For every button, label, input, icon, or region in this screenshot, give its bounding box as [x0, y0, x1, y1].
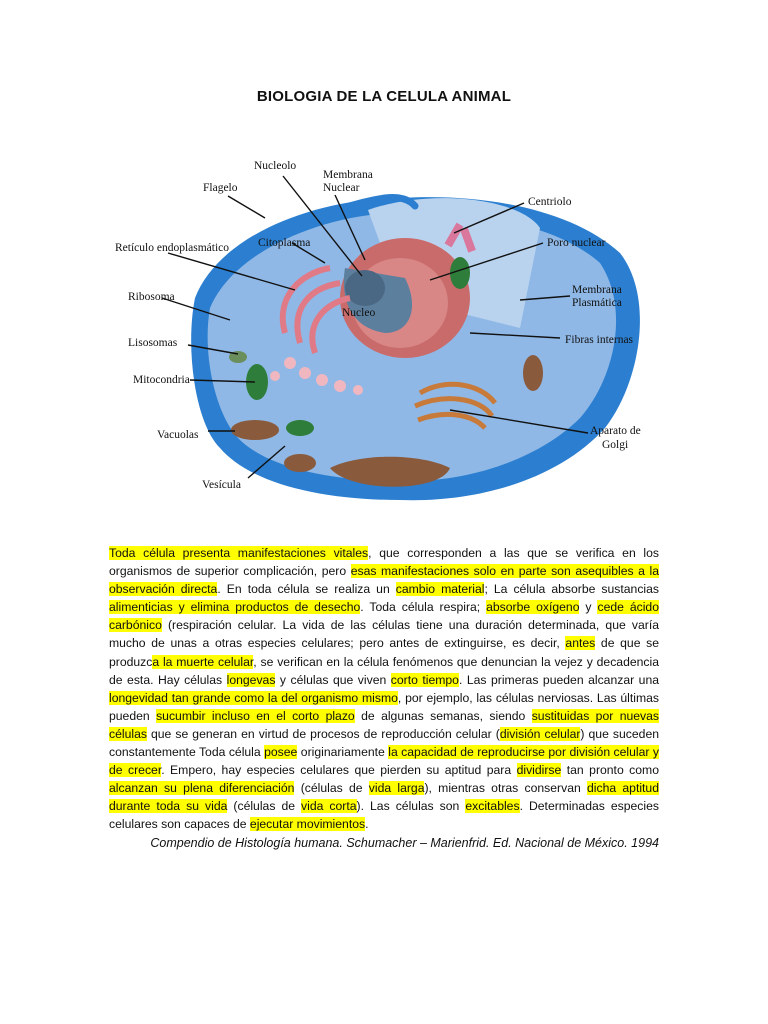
vacuole-2 [523, 355, 543, 391]
highlighted-text: ejecutar movimientos [249, 817, 366, 832]
highlighted-text: dicha aptitud durante toda su vida [109, 781, 659, 814]
mitochondrion-3 [286, 420, 314, 436]
highlighted-text: división celular [499, 726, 581, 741]
body-text-segment: , que corresponden a las que se verifica en los organismos de superior complicación, pero [109, 546, 659, 579]
highlighted-text: alimenticias y elimina productos de desecho [109, 600, 361, 615]
body-text-segment: , se verifican en la célula fenómenos que denuncian la vejez y decadencia de esta. Hay células [109, 654, 659, 687]
body-text-segment: tan pronto como [561, 763, 659, 778]
highlighted-text: posee [264, 745, 298, 760]
vacuole [231, 420, 279, 440]
body-text-segment: ), mientras otras conservan [424, 781, 587, 796]
vacuole-3 [284, 454, 316, 472]
label-mitocondria: Mitocondria [133, 374, 190, 386]
body-text [109, 544, 659, 834]
highlighted-text: vida corta [301, 799, 357, 814]
label-nucleo: Nucleo [342, 307, 376, 319]
highlighted-text: cambio material [395, 582, 485, 597]
label-vesicula: Vesícula [202, 479, 241, 491]
highlighted-text: sucumbir incluso en el corto plazo [156, 708, 355, 723]
body-text-segment: . [365, 817, 369, 832]
body-text-segment: (células de [294, 781, 369, 796]
highlighted-text: longevas [226, 672, 276, 687]
label-nucleolo: Nucleolo [254, 160, 297, 172]
label-ribosoma: Ribosoma [128, 291, 175, 303]
body-text-segment: ) que suceden constantemente Toda célula [109, 726, 659, 760]
body-text-segment: . Determinadas especies celulares son capaces de [109, 799, 659, 832]
label-centriolo: Centriolo [528, 196, 572, 208]
label-fibras-internas: Fibras internas [565, 334, 634, 346]
label-membrana-nuclear-1: Membrana [323, 169, 373, 181]
highlighted-text: sustituidas por nuevas células [109, 708, 659, 741]
highlighted-text: absorbe oxígeno [486, 600, 580, 615]
highlighted-text: a la muerte celular [152, 654, 254, 669]
body-text-segment: . En toda célula se realiza un [217, 582, 396, 597]
body-text-segment: originariamente [297, 745, 389, 760]
highlighted-text: cede ácido carbónico [109, 600, 659, 633]
body-text-segment: , por ejemplo, las células nerviosas. Las últimas pueden [109, 690, 659, 723]
body-text-segment: y células que viven [275, 672, 391, 687]
body-text-segment: de que se produzc [109, 636, 660, 669]
body-text-segment: ). Las células son [356, 799, 466, 814]
highlighted-text: excitables [465, 799, 520, 814]
body-text-segment: ; La célula absorbe sustancias [484, 582, 659, 597]
label-aparato-golgi-1: Aparato de [590, 425, 641, 437]
animal-cell-diagram [100, 148, 660, 508]
highlighted-text: esas manifestaciones solo en parte son asequibles a la observación directa [109, 564, 660, 597]
page-title: BIOLOGIA DE LA CELULA ANIMAL [256, 88, 512, 105]
body-text-segment: y [579, 600, 598, 615]
label-vacuolas: Vacuolas [157, 429, 199, 441]
body-paragraph [109, 544, 659, 834]
highlighted-text: antes [565, 636, 596, 651]
highlighted-text: la capacidad de reproducirse por división celular y de crecer [109, 745, 659, 778]
highlighted-text: corto tiempo [390, 672, 459, 687]
label-aparato-golgi-2: Golgi [602, 439, 629, 451]
citation: Compendio de Histología humana. Schumacher – Marienfrid. Ed. Nacional de México. 1994 [150, 836, 659, 850]
body-text-segment: . Las primeras pueden alcanzar una [458, 672, 660, 687]
label-membrana-plasmatica-1: Membrana [572, 284, 622, 296]
highlighted-text: vida larga [368, 781, 425, 796]
label-poro-nuclear: Poro nuclear [547, 237, 606, 249]
nucleolus [345, 270, 385, 306]
body-text-segment: de algunas semanas, siendo [354, 708, 532, 723]
label-reticulo: Retículo endoplasmático [115, 242, 230, 254]
highlighted-text: Toda célula presenta manifestaciones vitales [109, 546, 369, 560]
highlighted-text: dividirse [516, 763, 562, 778]
body-text-segment: . Empero, hay especies celulares que pierden su aptitud para [161, 763, 517, 778]
highlighted-text: longevidad tan grande como la del organismo mismo [109, 690, 398, 705]
body-text-segment: (células de [227, 799, 302, 814]
label-citoplasma: Citoplasma [258, 237, 311, 249]
label-flagelo: Flagelo [203, 182, 238, 194]
body-text-segment: (respiración celular. La vida de las células tiene una duración determinada, que varía mucho de unas a otras especies celulares; pero antes de extinguirse, es decir, [109, 618, 659, 651]
label-lisosomas: Lisosomas [128, 337, 178, 349]
highlighted-text: alcanzan su plena diferenciación [109, 781, 295, 796]
label-membrana-nuclear-2: Nuclear [323, 182, 360, 194]
body-text-segment: . Toda célula respira; [360, 600, 487, 615]
body-text-segment: que se generan en virtud de procesos de reproducción celular ( [146, 726, 500, 741]
label-membrana-plasmatica-2: Plasmática [572, 297, 622, 309]
